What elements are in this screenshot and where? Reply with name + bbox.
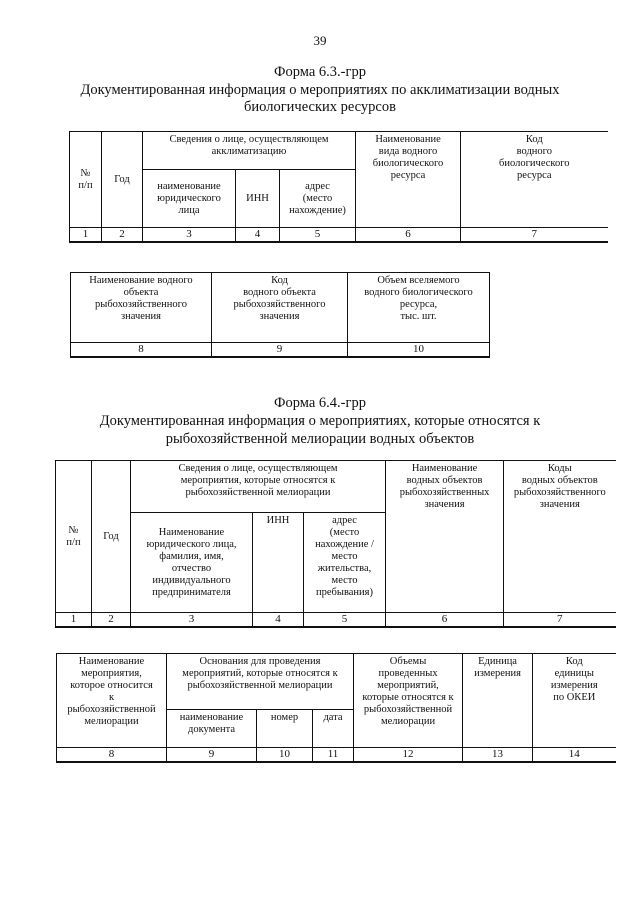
form-6-3-table-2 [70,272,490,358]
header-unit: Единица измерения [463,654,533,748]
form-6-4-table-2 [56,653,616,763]
header-water-object-name: Наименование водного объекта рыбохозяйственного значения [71,273,212,343]
header-document-name: наименование документа [167,710,257,748]
col-number: 3 [143,228,236,243]
header-address: адрес (место нахождение) [280,170,356,228]
col-number: 3 [131,613,253,628]
col-number: 8 [71,343,212,358]
form-6-4-title: Форма 6.4.-грр [274,395,366,411]
col-number: 6 [356,228,461,243]
col-number: 1 [70,228,102,243]
header-address: адрес (место нахождение / место жительства, место пребывания) [304,513,386,613]
header-water-objects-code: Коды водных объектов рыбохозяйственного значения [504,461,616,613]
header-event-name: Наименование мероприятия, которое относится к рыбохозяйственной мелиорации [57,654,167,748]
header-inn: ИНН [253,513,304,613]
col-number: 13 [463,748,533,763]
header-num: № п/п [70,132,102,228]
col-number: 7 [461,228,608,243]
header-num: № п/п [56,461,92,613]
col-number: 7 [504,613,616,628]
form-6-4-subtitle-line2: рыбохозяйственной мелиорации водных объектов [165,431,475,447]
form-6-3-table-1 [69,131,608,243]
form-6-4-table-1 [55,460,616,628]
col-number: 8 [57,748,167,763]
col-number: 5 [280,228,356,243]
header-volumes: Объемы проведенных мероприятий, которые относятся к рыбохозяйственной мелиорации [354,654,463,748]
col-number: 9 [212,343,348,358]
header-resource-code: Код водного биологического ресурса [461,132,608,228]
header-inn: ИНН [236,170,280,228]
col-number: 2 [92,613,131,628]
header-resource-type: Наименование вида водного биологического ресурса [356,132,461,228]
col-number: 5 [304,613,386,628]
col-number: 14 [533,748,616,763]
header-year: Год [92,461,131,613]
header-volume: Объем вселяемого водного биологического ресурса, тыс. шт. [348,273,490,343]
form-6-4-subtitle-line1: Документированная информация о мероприятиях, которые относятся к [99,413,541,429]
header-basis: Основания для проведения мероприятий, которые относятся к рыбохозяйственной мелиорации [167,654,354,710]
header-document-number: номер [257,710,313,748]
col-number: 6 [386,613,504,628]
form-6-3-subtitle-line2: биологических ресурсов [244,99,396,115]
col-number: 1 [56,613,92,628]
col-number: 4 [253,613,304,628]
header-year: Год [102,132,143,228]
header-water-object-code: Код водного объекта рыбохозяйственного значения [212,273,348,343]
col-number: 10 [257,748,313,763]
col-number: 12 [354,748,463,763]
form-6-3-title: Форма 6.3.-грр [274,64,366,80]
header-water-objects-name: Наименование водных объектов рыбохозяйственных значения [386,461,504,613]
header-document-date: дата [313,710,354,748]
col-number: 11 [313,748,354,763]
header-legal-name: наименование юридического лица [143,170,236,228]
col-number: 2 [102,228,143,243]
col-number: 4 [236,228,280,243]
col-number: 10 [348,343,490,358]
page-number: 39 [313,33,327,48]
header-person-info: Сведения о лице, осуществляющем акклиматизацию [143,132,356,170]
form-6-3-subtitle-line1: Документированная информация о мероприятиях по акклиматизации водных [80,82,560,98]
header-person-info: Сведения о лице, осуществляющем мероприятия, которые относятся к рыбохозяйственной мелиорации [131,461,386,513]
header-legal-name: Наименование юридического лица, фамилия, имя, отчество индивидуального предпринимателя [131,513,253,613]
col-number: 9 [167,748,257,763]
header-okei-code: Код единицы измерения по ОКЕИ [533,654,616,748]
